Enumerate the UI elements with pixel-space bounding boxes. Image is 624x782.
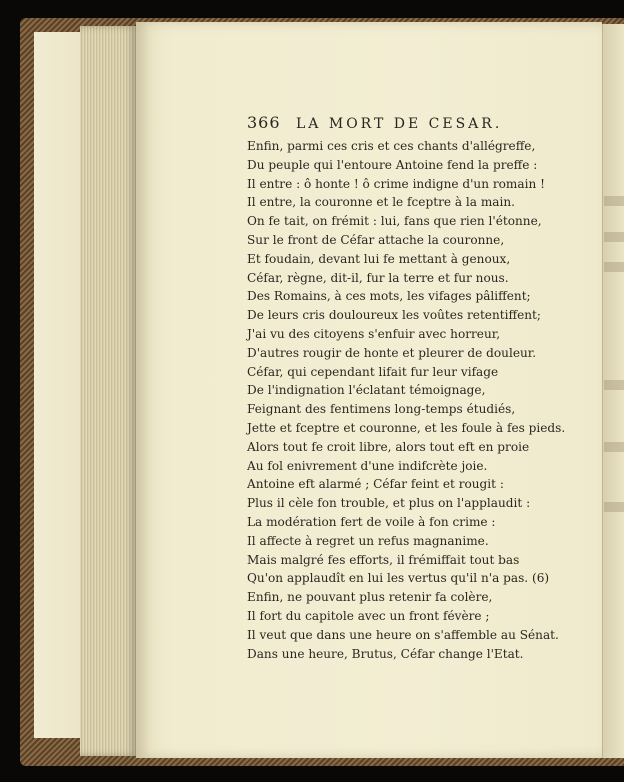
verse-line: Il affecte à regret un refus magnanime. xyxy=(247,533,489,548)
show-through-mark xyxy=(604,442,624,452)
running-header xyxy=(247,113,502,132)
verse-line: De leurs cris douloureux les voûtes retentiffent; xyxy=(247,308,541,323)
verse-line: D'autres rougir de honte et pleurer de douleur. xyxy=(247,345,537,360)
show-through-mark xyxy=(604,232,624,242)
verse-line: J'ai vu des citoyens s'enfuir avec horreur, xyxy=(247,326,501,341)
verse-line: Enfin, parmi ces cris et ces chants d'allégreffe, xyxy=(247,139,536,153)
verse-line: Enfin, ne pouvant plus retenir fa colère, xyxy=(247,590,493,605)
show-through-mark xyxy=(604,380,624,390)
page-number: 366 xyxy=(247,113,281,132)
verse-line: Sur le front de Céfar attache la couronne, xyxy=(247,232,505,247)
verse-line: Dans une heure, Brutus, Céfar change l'Etat. xyxy=(247,646,524,661)
verse-line: Céfar, règne, dit-il, fur la terre et fur nous. xyxy=(247,270,509,285)
running-head-title: LA MORT DE CESAR. xyxy=(296,116,503,132)
verse-line: Alors tout fe croit libre, alors tout eft en proie xyxy=(247,439,530,454)
verse-line: Il fort du capitole avec un front févère ; xyxy=(247,608,490,623)
verse-line: De l'indignation l'éclatant témoignage, xyxy=(247,383,486,398)
verse-line: Jette et fceptre et couronne, et les foule à fes pieds. xyxy=(247,420,566,435)
verse-line: Céfar, qui cependant lifait fur leur vifage xyxy=(247,364,499,379)
verse-line: Antoine eft alarmé ; Céfar feint et rougit : xyxy=(247,477,504,492)
facing-page-edge xyxy=(602,24,624,758)
verse-line: Il entre, la couronne et le fceptre à la main. xyxy=(247,195,516,210)
verse-line: La modération fert de voile à fon crime : xyxy=(247,514,496,529)
left-page-block xyxy=(34,32,82,738)
verse-line: Plus il cèle fon trouble, et plus on l'applaudit : xyxy=(247,496,531,511)
verse-line: Et foudain, devant lui fe mettant à genoux, xyxy=(247,251,511,266)
verse-line: Il entre : ô honte ! ô crime indigne d'un romain ! xyxy=(247,176,545,191)
verse-line: Qu'on applaudît en lui les vertus qu'il n'a pas. (6) xyxy=(247,571,550,586)
verse-line: Mais malgré fes efforts, il frémiffait tout bas xyxy=(247,552,520,567)
verse-line: On fe tait, on frémit : lui, fans que rien l'étonne, xyxy=(247,214,542,229)
show-through-mark xyxy=(604,196,624,206)
verse-line: Feignant des fentimens long-temps étudiés, xyxy=(247,402,516,417)
show-through-mark xyxy=(604,502,624,512)
verse-line: Au fol enivrement d'une indifcrète joie. xyxy=(247,458,488,473)
verse-text xyxy=(247,137,566,663)
show-through-mark xyxy=(604,262,624,272)
page-edges-stack xyxy=(80,26,138,756)
verse-line: Du peuple qui l'entoure Antoine fend la preffe : xyxy=(247,157,538,172)
verse-line: Des Romains, à ces mots, les vifages pâliffent; xyxy=(247,289,531,304)
verse-line: Il veut que dans une heure on s'affemble au Sénat. xyxy=(247,627,559,642)
